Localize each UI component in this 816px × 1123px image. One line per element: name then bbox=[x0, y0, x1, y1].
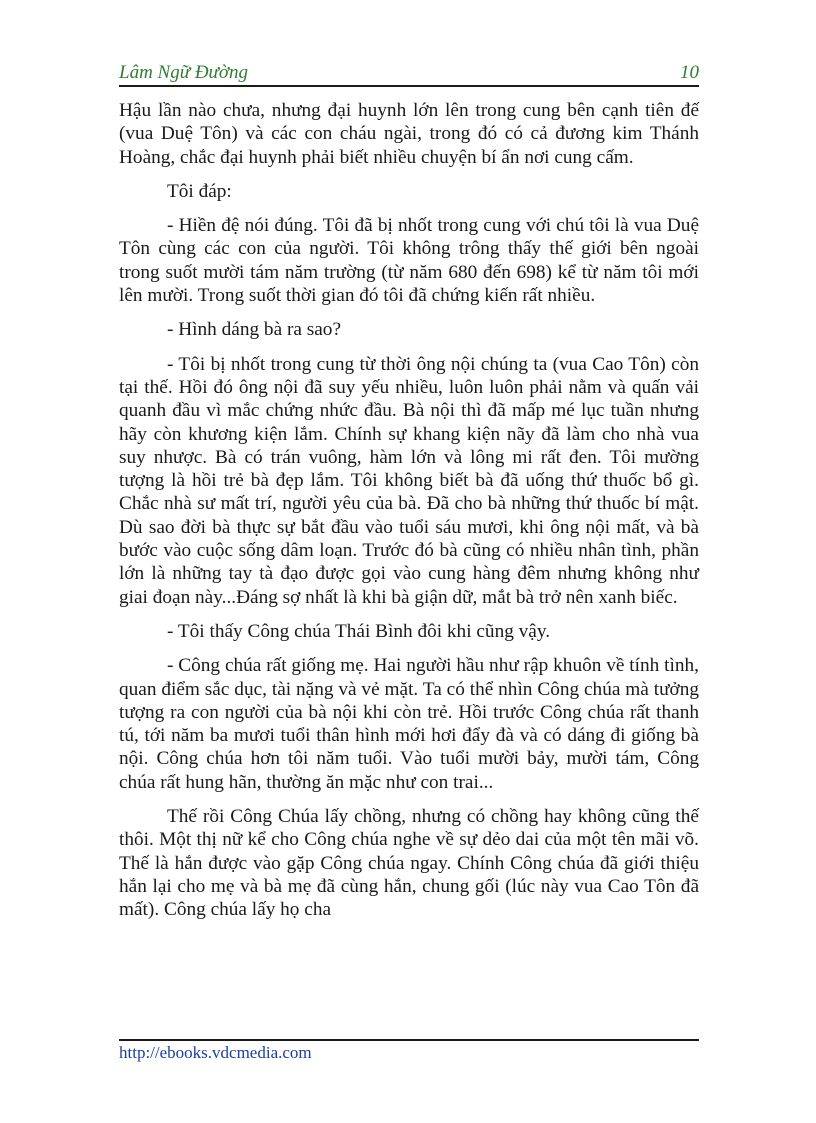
body-text bbox=[119, 99, 699, 933]
page-header bbox=[119, 60, 699, 84]
paragraph: - Hiền đệ nói đúng. Tôi đã bị nhốt trong cung với chú tôi là vua Duệ Tôn cùng các con của người. Tôi không trông thấy thế giới bên ngoài trong suốt mười tám năm trường (từ năm 680 đến 698) kể từ năm tôi mới lên mười. Trong suốt thời gian đó tôi đã chứng kiến rất nhiều. bbox=[119, 215, 699, 307]
page-number: 10 bbox=[680, 62, 699, 83]
paragraph: - Tôi bị nhốt trong cung từ thời ông nội chúng ta (vua Cao Tôn) còn tại thế. Hồi đó ông nội đã suy yếu nhiều, luôn luôn phải nằm và quấn vải quanh đầu vì mắc chứng nhức đầu. Bà nội thì đã mấp mé lục tuần nhưng hãy còn khương kiện lắm. Chính sự khang kiện nãy đã làm cho nhà vua suy nhược. Bà có trán vuông, hàm lớn và lông mi rất đen. Tôi mường tượng là hồi trẻ bà đẹp lắm. Tôi không biết bà đã uống thứ thuốc bổ gì. Chắc nhà sư mất trí, người yêu của bà. Đã cho bà những thứ thuốc bí mật. Dù sao đời bà thực sự bắt đầu vào tuổi sáu mươi, khi ông nội mất, và bà bước vào cuộc sống dâm loạn. Trước đó bà cũng có nhiều nhân tình, phần lớn là những tay tà đạo được gọi vào cung hàng đêm nhưng không như giai đoạn này...Đáng sợ nhất là khi bà giận dữ, mắt bà trở nên xanh biếc. bbox=[119, 353, 699, 608]
paragraph: Tôi đáp: bbox=[167, 180, 232, 202]
paragraph: Hậu lần nào chưa, nhưng đại huynh lớn lên trong cung bên cạnh tiên đế (vua Duệ Tôn) và các con cháu ngài, trong đó có cả đương kim Thánh Hoàng, chắc đại huynh phải biết nhiều chuyện bí ẩn nơi cung cấm. bbox=[119, 100, 699, 168]
header-divider bbox=[119, 85, 699, 87]
paragraph: - Hình dáng bà ra sao? bbox=[167, 319, 342, 341]
book-title: Lâm Ngữ Đường bbox=[119, 62, 249, 83]
paragraph: Thế rồi Công Chúa lấy chồng, nhưng có chồng hay không cũng thế thôi. Một thị nữ kể cho Công chúa nghe về sự dẻo dai của một tên mãi võ. Thế là hắn được vào gặp Công chúa ngay. Chính Công chúa đã giới thiệu hắn lại cho mẹ và bà mẹ đã cùng hắn, chung gối (lúc này vua Cao Tôn đã mất). Công chúa lấy họ cha bbox=[119, 806, 699, 921]
footer-divider bbox=[119, 1039, 699, 1041]
footer-link[interactable]: http://ebooks.vdcmedia.com bbox=[119, 1043, 312, 1062]
paragraph: - Công chúa rất giống mẹ. Hai người hầu như rập khuôn về tính tình, quan điểm sắc dục, tài nặng và vẻ mặt. Ta có thể nhìn Công chúa mà tưởng tượng ra con người của bà nội khi còn trẻ. Hồi trước Công chúa rất thanh tú, tới năm ba mươi tuổi thân hình mới hơi đẩy đà và có dáng đi giống bà nội. Công chúa hơn tôi năm tuổi. Vào tuổi mười bảy, mười tám, Công chúa rất hung hãn, thường ăn mặc như con trai... bbox=[119, 655, 699, 793]
paragraph: - Tôi thấy Công chúa Thái Bình đôi khi cũng vậy. bbox=[167, 620, 551, 642]
